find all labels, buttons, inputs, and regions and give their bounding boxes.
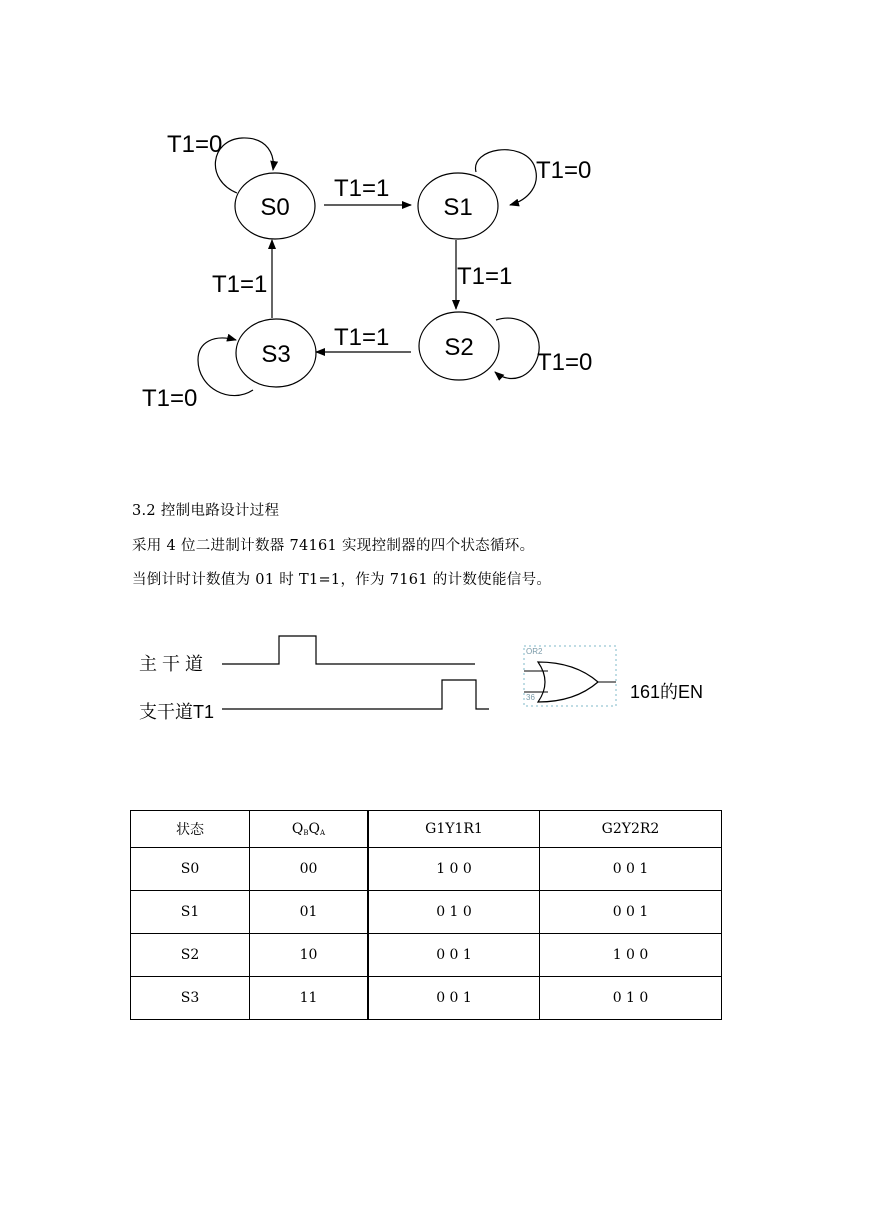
- label-s2-s3: T1=1: [334, 324, 390, 351]
- timing-diagram: [0, 620, 869, 730]
- state-s3-label: S3: [261, 341, 291, 368]
- branch-road-label: 支干道T1: [139, 702, 215, 722]
- cell-g2y2r2: 0 1 0: [540, 977, 722, 1020]
- cell-g1y1r1: 0 0 1: [368, 977, 540, 1020]
- main-road-label: 主 干 道: [139, 654, 204, 674]
- gate-input-top-label: OR2: [526, 647, 543, 656]
- branch-road-waveform: [222, 680, 489, 709]
- cell-state: S0: [131, 848, 250, 891]
- state-s2: [419, 312, 499, 380]
- state-s1: [418, 173, 498, 239]
- state-s2-label: S2: [444, 334, 474, 361]
- loop-s2: [495, 318, 539, 378]
- section-line-1: 采用 4 位二进制计数器 74161 实现控制器的四个状态循环。: [132, 538, 535, 554]
- loop-s1: [476, 150, 537, 205]
- table-row: [131, 891, 722, 934]
- label-s1-self: T1=0: [536, 157, 592, 184]
- cell-state: S3: [131, 977, 250, 1020]
- header-qb-sub: B: [303, 829, 309, 837]
- header-qa-main: Q: [308, 821, 321, 837]
- cell-state: S1: [131, 891, 250, 934]
- table-header-row: [131, 811, 722, 848]
- loop-s3: [198, 338, 253, 396]
- cell-qbqa: 01: [250, 891, 369, 934]
- cell-g1y1r1: 0 1 0: [368, 891, 540, 934]
- cell-qbqa: 00: [250, 848, 369, 891]
- cell-g2y2r2: 0 0 1: [540, 891, 722, 934]
- section-line-2: 当倒计时计数值为 01 时 T1=1，作为 7161 的计数使能信号。: [132, 572, 552, 588]
- section-heading: 3.2 控制电路设计过程: [132, 503, 280, 519]
- header-g1y1r1: G1Y1R1: [368, 811, 540, 848]
- cell-g2y2r2: 0 0 1: [540, 848, 722, 891]
- gate-input-bottom-label: 36: [526, 693, 535, 702]
- state-s0: [235, 173, 315, 239]
- state-s1-label: S1: [443, 194, 473, 221]
- table-row: [131, 977, 722, 1020]
- label-s0-self: T1=0: [167, 131, 223, 158]
- cell-g1y1r1: 0 0 1: [368, 934, 540, 977]
- state-s0-label: S0: [260, 194, 290, 221]
- label-s1-s2: T1=1: [457, 263, 513, 290]
- table-row: [131, 848, 722, 891]
- state-s3: [236, 319, 316, 387]
- label-s3-s0: T1=1: [212, 271, 268, 298]
- cell-qbqa: 11: [250, 977, 369, 1020]
- cell-state: S2: [131, 934, 250, 977]
- header-state: 状态: [131, 811, 250, 848]
- state-table: [130, 810, 722, 1020]
- or-gate: [524, 646, 616, 706]
- cell-qbqa: 10: [250, 934, 369, 977]
- table-row: [131, 934, 722, 977]
- header-qbqa: [250, 811, 369, 848]
- cell-g2y2r2: 1 0 0: [540, 934, 722, 977]
- header-g2y2r2: G2Y2R2: [540, 811, 722, 848]
- cell-g1y1r1: 1 0 0: [368, 848, 540, 891]
- header-qb-main: Q: [291, 821, 304, 837]
- label-s0-s1: T1=1: [334, 175, 390, 202]
- gate-output-label: 161的EN: [630, 682, 704, 702]
- label-s3-self: T1=0: [142, 385, 198, 412]
- label-s2-self: T1=0: [537, 349, 593, 376]
- state-diagram: [0, 0, 869, 440]
- main-road-waveform: [222, 636, 475, 664]
- header-qa-sub: A: [320, 829, 326, 837]
